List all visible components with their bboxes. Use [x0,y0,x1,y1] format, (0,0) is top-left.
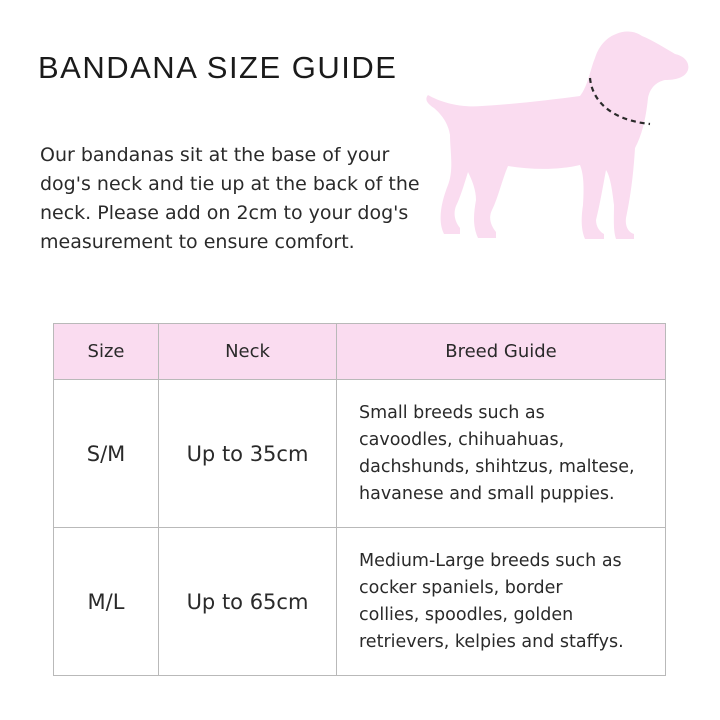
table-header-row [54,324,666,380]
breed-line: retrievers, kelpies and staffys. [359,631,624,652]
column-header-neck: Neck [159,324,337,380]
size-guide-table [53,323,666,676]
intro-line: Our bandanas sit at the base of your [40,144,390,166]
breed-line: havanese and small puppies. [359,483,615,504]
dog-silhouette-icon [420,20,700,250]
size-cell: S/M [54,380,159,528]
column-header-size: Size [54,324,159,380]
breed-line: Small breeds such as [359,402,545,423]
breed-line: Medium-Large breeds such as [359,550,622,571]
neck-cell: Up to 65cm [159,528,337,676]
breed-line: cavoodles, chihuahuas, [359,429,565,450]
intro-line: neck. Please add on 2cm to your dog's [40,202,409,224]
intro-line: dog's neck and tie up at the back of the [40,173,420,195]
intro-paragraph [40,141,460,257]
breed-guide-cell [337,380,666,528]
page-title: BANDANA SIZE GUIDE [38,50,398,85]
breed-line: dachshunds, shihtzus, maltese, [359,456,635,477]
table-row [54,380,666,528]
breed-line: collies, spoodles, golden [359,604,574,625]
column-header-breed-guide: Breed Guide [337,324,666,380]
intro-line: measurement to ensure comfort. [40,231,355,253]
neck-cell: Up to 35cm [159,380,337,528]
dog-body-shape [426,32,688,239]
table-row [54,528,666,676]
size-cell: M/L [54,528,159,676]
breed-line: cocker spaniels, border [359,577,563,598]
breed-guide-cell [337,528,666,676]
